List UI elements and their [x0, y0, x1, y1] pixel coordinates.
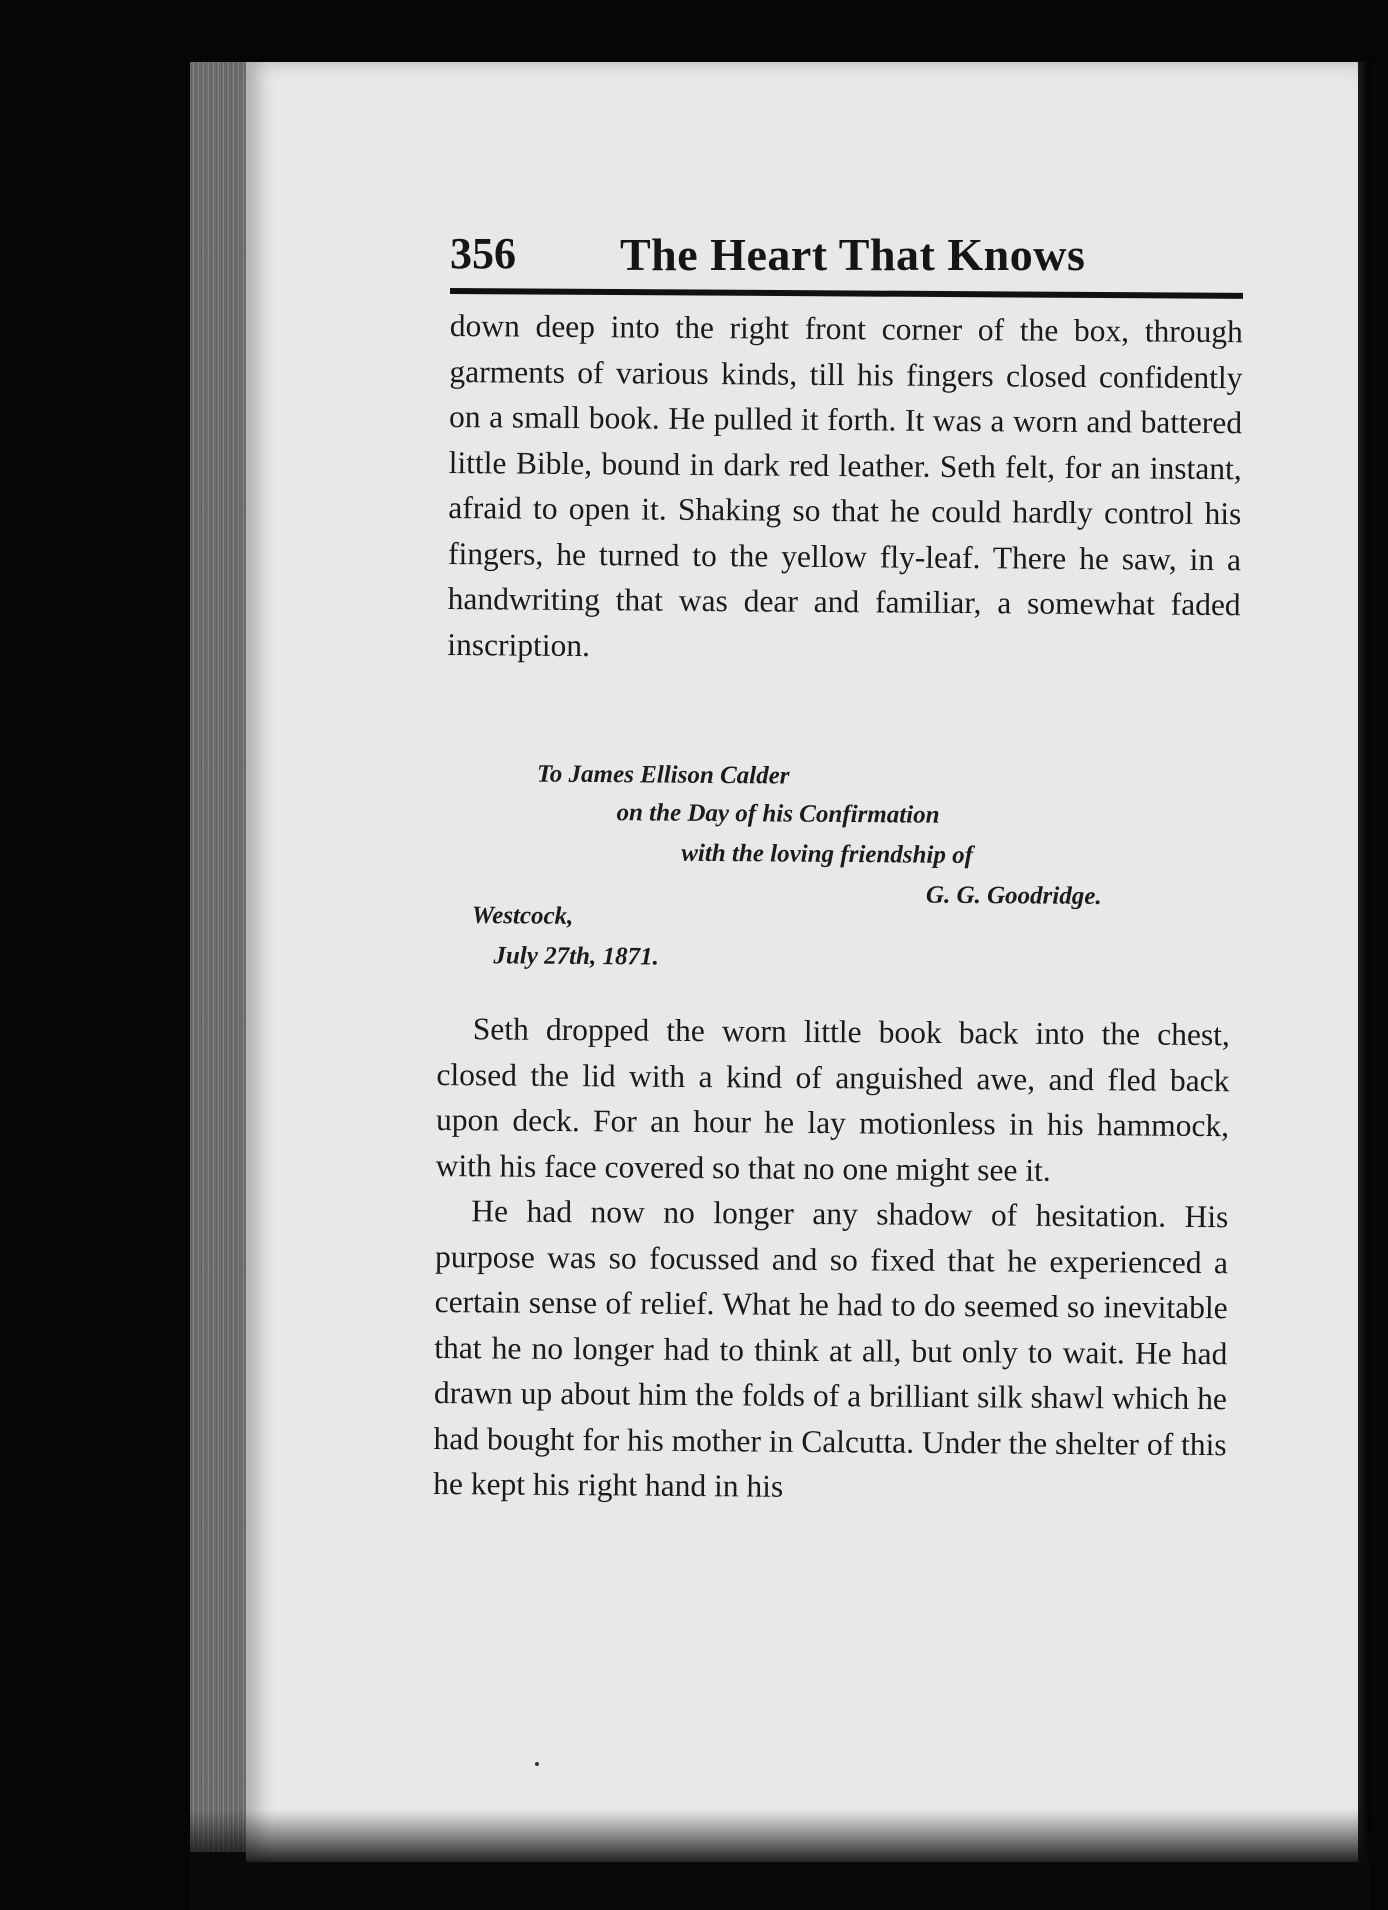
body-text-top [447, 303, 1243, 673]
inscription-place: Westcock, [471, 902, 574, 930]
paragraph-2: Seth dropped the worn little book back into the chest, closed the lid with a kind of anguished awe, and fled back upon deck. For an hour he lay motionless in his hammock, with his face covered so that no one might see it. [435, 1011, 1230, 1188]
paragraph-1: down deep into the right front corner of the box, through garments of various kinds, till his fingers closed confidently on a small book. He pulled it forth. It was a worn and battered little Bible, bound in dark red leather. Seth felt, for an instant, afraid to open it. Shaking so that he could hardly control his fingers, he turned to the yellow fly-leaf. There he saw, in a handwriting that was dear and familiar, a somewhat faded inscription. [447, 307, 1243, 663]
book-page-edges [190, 62, 248, 1852]
page-number: 356 [450, 229, 516, 278]
inscription-line-2: on the Day of his Confirmation [616, 799, 940, 829]
inscription-line-3: with the loving friendship of [681, 839, 974, 869]
running-title: The Heart That Knows [620, 229, 1086, 280]
inscription-line-1: To James Ellison Calder [536, 760, 790, 790]
page-right-edge [1358, 62, 1370, 1862]
ink-speck [535, 1762, 539, 1766]
paragraph-3: He had now no longer any shadow of hesitation. His purpose was so focussed and so fixed that he experienced a certain sense of relief. What he had to do seemed so inevitable that he no longer had to think at all, but only to wait. He had drawn up about him the folds of a brilliant silk shawl which he had bought for his mother in Calcutta. Under the shelter of this he kept his right hand in his [433, 1193, 1229, 1504]
page-header [450, 228, 1245, 288]
inscription-signature: G. G. Goodridge. [925, 881, 1102, 911]
inscription-date: July 27th, 1871. [493, 942, 659, 971]
body-text-bottom [433, 1006, 1230, 1513]
bottom-shadow [190, 1810, 1370, 1910]
inscription [463, 760, 1185, 976]
